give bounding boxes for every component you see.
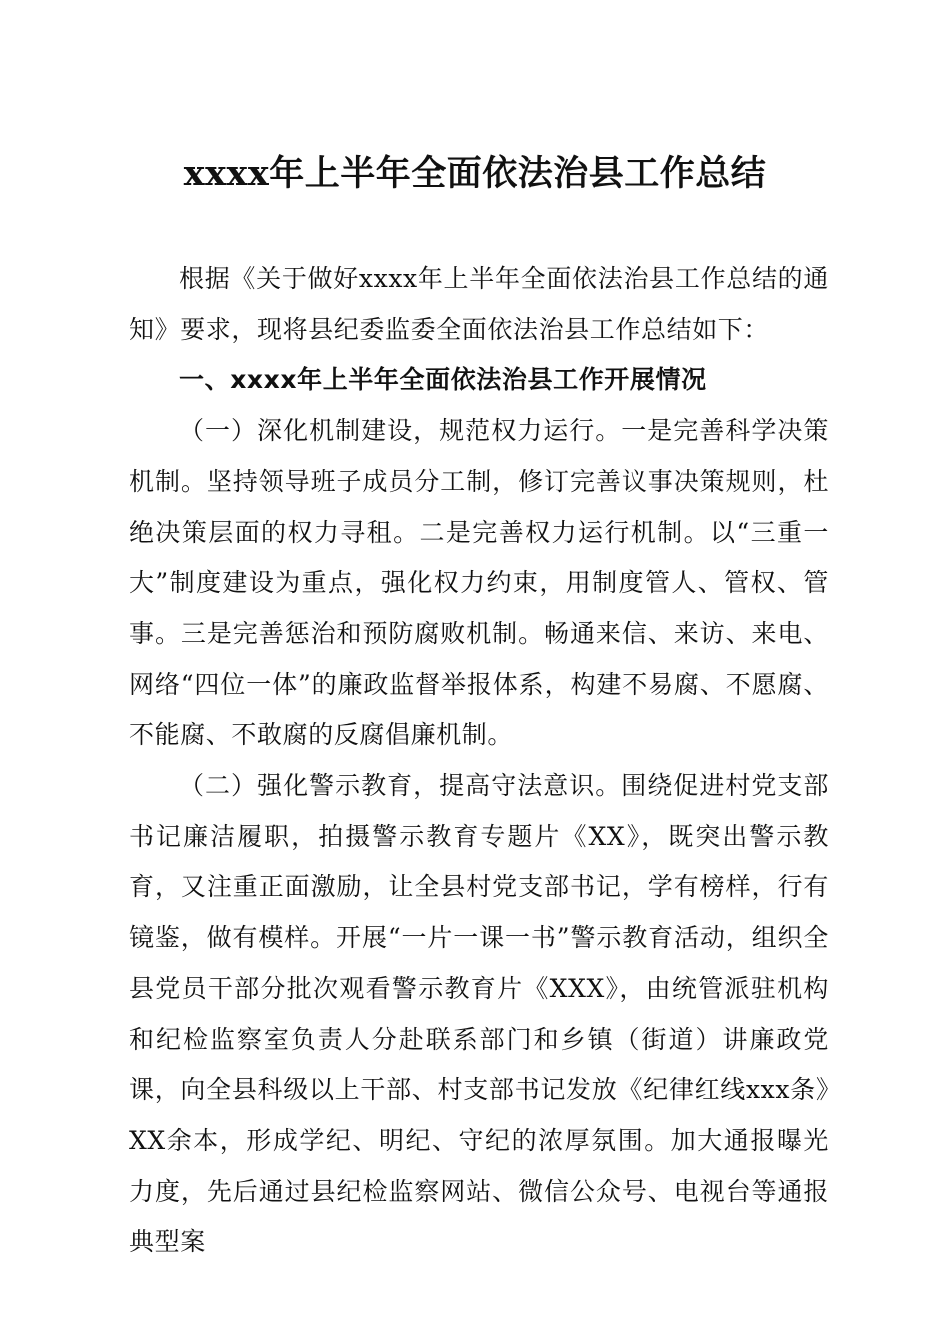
paragraph-education: （二）强化警示教育，提高守法意识。围绕促进村党支部书记廉洁履职，拍摄警示教育专题片《XX》，既突出警示教育，又注重正面激励，让全县村党支部书记，学有榜样，行有镜鉴，做有模样。开展“一片一课一书”警示教育活动，组织全县党员干部分批次观看警示教育片《XXX》，由统管派驻机构和纪检监察室负责人分赴联系部门和乡镇（街道）讲廉政党课，向全县科级以上干部、村支部书记发放《纪律红线xxx条》XX余本，形成学纪、明纪、守纪的浓厚氛围。加大通报曝光力度，先后通过县纪检监察网站、微信公众号、电视台等通报典型案	[129, 771, 829, 1257]
paragraph-mechanism: （一）深化机制建设，规范权力运行。一是完善科学决策机制。坚持领导班子成员分工制，修订完善议事决策规则，杜绝决策层面的权力寻租。二是完善权力运行机制。以“三重一大”制度建设为重点，强化权力约束，用制度管人、管权、管事。三是完善惩治和预防腐败机制。畅通来信、来访、来电、网络“四位一体”的廉政监督举报体系，构建不易腐、不愿腐、不能腐、不敢腐的反腐倡廉机制。	[129, 416, 829, 750]
document-title: xxxx年上半年全面依法治县工作总结	[183, 153, 767, 194]
paragraph-intro: 根据《关于做好xxxx年上半年全面依法治县工作总结的通知》要求，现将县纪委监委全面依法治县工作总结如下：	[129, 264, 829, 344]
section-heading: 一、xxxx年上半年全面依法治县工作开展情况	[179, 365, 707, 395]
document-body	[129, 254, 829, 1268]
